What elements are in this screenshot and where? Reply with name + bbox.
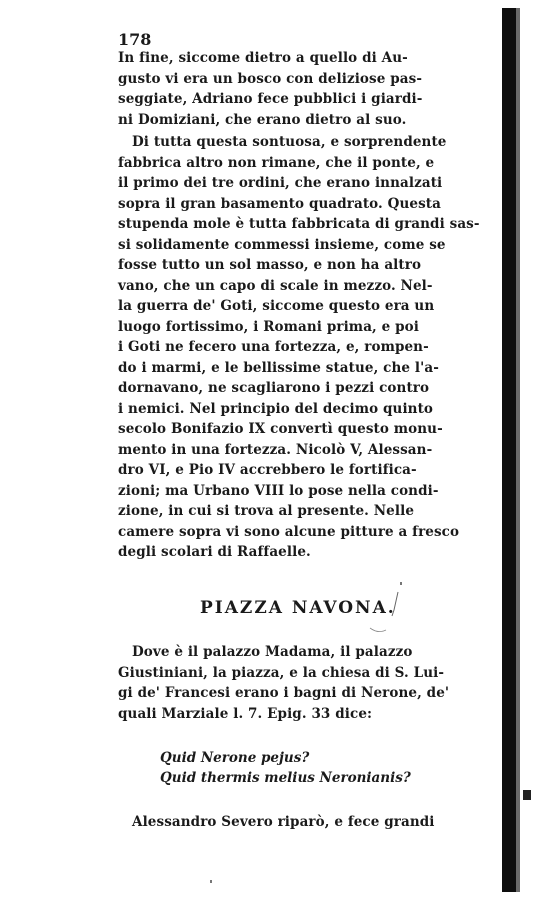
text-line: degli scolari di Raffaelle. <box>118 544 311 560</box>
text-line: dornavano, ne scagliarono i pezzi contro <box>118 380 430 396</box>
text-line: Alessandro Severo riparò, e fece grandi <box>132 814 435 830</box>
text-line: do i marmi, e le bellissime statue, che l'a- <box>118 359 439 376</box>
text-line: camere sopra vi sono alcune pitture a fresco <box>118 523 460 540</box>
text-line: il primo dei tre ordini, che erano innalzati <box>118 175 443 191</box>
verse-line: Quid thermis melius Neronianis? <box>160 770 411 786</box>
latin-verse <box>160 748 490 788</box>
paragraph-opening <box>118 48 488 130</box>
text-line: gi de' Francesi erano i bagni di Nerone, de' <box>118 685 450 701</box>
text-line: quali Marziale l. 7. Epig. 33 dice: <box>118 705 373 722</box>
text-line: i nemici. Nel principio del decimo quinto <box>118 400 434 417</box>
text-line: fabbrica altro non rimane, che il ponte, e <box>118 154 435 171</box>
text-line: si solidamente commessi insieme, come se <box>118 236 446 253</box>
text-line: mento in una fortezza. Nicolò V, Alessan- <box>118 441 433 458</box>
text-line: i Goti ne fecero una fortezza, e, rompen- <box>118 339 429 355</box>
verse-line: Quid Nerone pejus? <box>160 750 310 766</box>
section-heading: PIAZZA NAVONA. <box>200 598 396 618</box>
text-line: luogo fortissimo, i Romani prima, e poi <box>118 318 419 335</box>
binding-edge <box>516 8 520 892</box>
text-line: sopra il gran basamento quadrato. Questa <box>118 195 441 212</box>
text-line: seggiate, Adriano fece pubblici i giardi- <box>118 91 423 107</box>
text-line: ni Domiziani, che erano dietro al suo. <box>118 111 407 128</box>
ink-speck <box>400 582 402 585</box>
book-binding-shadow <box>502 8 516 892</box>
text-line: Giustiniani, la piazza, e la chiesa di S. Lui- <box>118 664 445 681</box>
text-line: dro VI, e Pio IV accrebbero le fortifica- <box>118 462 417 478</box>
paragraph-piazza-navona <box>118 642 488 724</box>
text-line: stupenda mole è tutta fabbricata di grandi sas- <box>118 216 480 232</box>
text-line: secolo Bonifazio IX convertì questo monu- <box>118 421 443 437</box>
pencil-mark-icon <box>368 590 408 636</box>
text-line: Dove è il palazzo Madama, il palazzo <box>132 644 413 660</box>
ink-speck <box>210 880 212 883</box>
paragraph-mole-adriana <box>118 132 488 563</box>
text-line: In fine, siccome dietro a quello di Au- <box>118 50 408 66</box>
text-line: fosse tutto un sol masso, e non ha altro <box>118 257 422 273</box>
text-line: zione, in cui si trova al presente. Nelle <box>118 503 415 519</box>
paragraph-alessandro <box>132 812 502 833</box>
text-line: la guerra de' Goti, siccome questo era un <box>118 298 435 314</box>
text-line: Di tutta questa sontuosa, e sorprendente <box>132 134 447 150</box>
text-line: vano, che un capo di scale in mezzo. Nel- <box>118 277 433 294</box>
facing-page-mark <box>523 790 531 800</box>
page-number: 178 <box>118 30 152 49</box>
text-line: gusto vi era un bosco con deliziose pas- <box>118 70 423 87</box>
text-line: zioni; ma Urbano VIII lo pose nella condi- <box>118 482 439 499</box>
